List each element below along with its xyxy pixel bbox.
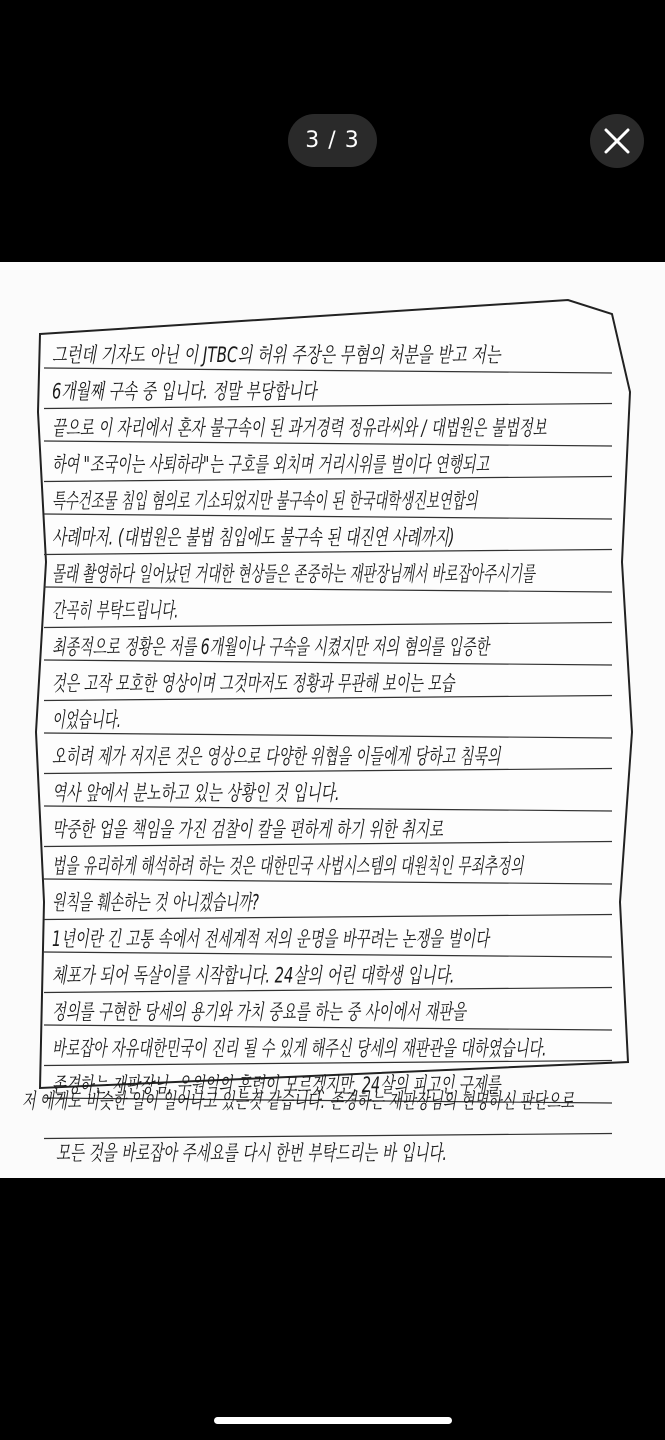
- viewer-top-bar: [0, 0, 665, 262]
- letter-line: 바로잡아 자유대한민국이 진리 될 수 있게 해주신 당세의 재판관을 대하였습니다.: [52, 1036, 547, 1061]
- letter-line: 원칙을 훼손하는 것 아니겠습니까?: [52, 890, 259, 915]
- letter-photo: [0, 262, 665, 1178]
- handwritten-letter: [0, 262, 665, 1178]
- close-button[interactable]: [590, 114, 644, 168]
- image-counter: 3 / 3: [288, 114, 377, 167]
- letter-line: 존경하는 재판장님, 우원익의 훈련이 모르겠지만, 24살의 피고인 구제를: [52, 1073, 502, 1097]
- letter-line: 간곡히 부탁드립니다.: [52, 598, 179, 623]
- letter-line: 이었습니다.: [52, 708, 121, 732]
- letter-line: 모든 것을 바로잡아 주세요를 다시 한번 부탁드리는 바 입니다.: [56, 1141, 447, 1165]
- home-indicator[interactable]: [214, 1417, 452, 1424]
- ruled-line: [44, 1134, 612, 1139]
- letter-line: 것은 고작 모호한 영상이며 그것마저도 정황과 무관해 보이는 모습: [52, 671, 456, 696]
- letter-line: 최종적으로 정황은 저를 6개월이나 구속을 시켰지만 저의 혐의를 입증한: [52, 635, 491, 659]
- letter-line: 저 에게도 비슷한 일이 일어나고 있는것 같습니다. 존경하는 재판장님의 현명하신 판단으로: [22, 1089, 575, 1113]
- letter-line: 역사 앞에서 분노하고 있는 상황인 것 입니다.: [52, 781, 340, 805]
- letter-line: 오히려 제가 저지른 것은 영상으로 다양한 위협을 이들에게 당하고 침묵의: [52, 744, 502, 769]
- close-x-icon[interactable]: [604, 128, 630, 154]
- letter-line: 막중한 업을 책임을 가진 검찰이 칼을 편하게 하기 위한 취지로: [52, 817, 444, 842]
- letter-line: 사례마저. (대법원은 불법 침입에도 불구속 된 대진연 사례까지): [52, 525, 455, 550]
- letter-line: 특수건조물 침입 혐의로 기소되었지만 불구속이 된 한국대학생진보연합의: [52, 489, 479, 513]
- letter-line: 정의를 구현한 당세의 용기와 가치 중요를 하는 중 사이에서 재판을: [52, 1000, 468, 1024]
- viewer-bottom-area: [0, 1178, 665, 1440]
- letter-line: 몰래 촬영하다 일어났던 거대한 현상들은 존중하는 재판장님께서 바로잡아주시기를: [52, 562, 537, 586]
- letter-line: 하여 "조국이는 사퇴하라"는 구호를 외치며 거리시위를 벌이다 연행되고: [52, 452, 490, 477]
- letter-line: 체포가 되어 독살이를 시작합니다. 24살의 어린 대학생 입니다.: [52, 963, 455, 988]
- letter-line: 1년이란 긴 고통 속에서 전세계적 저의 운명을 바꾸려는 논쟁을 벌이다: [52, 927, 491, 951]
- letter-line: 그런데 기자도 아닌 이 JTBC의 허위 주장은 무혐의 처분을 받고 저는: [52, 343, 502, 367]
- letter-line: 6개월째 구속 중 입니다. 정말 부당합니다: [52, 379, 319, 404]
- letter-line: 끝으로 이 자리에서 혼자 불구속이 된 과거경력 정유라씨와 / 대법원은 불법정보: [52, 416, 547, 440]
- letter-line: 법을 유리하게 해석하려 하는 것은 대한민국 사법시스템의 대원칙인 무죄추정의: [52, 854, 525, 878]
